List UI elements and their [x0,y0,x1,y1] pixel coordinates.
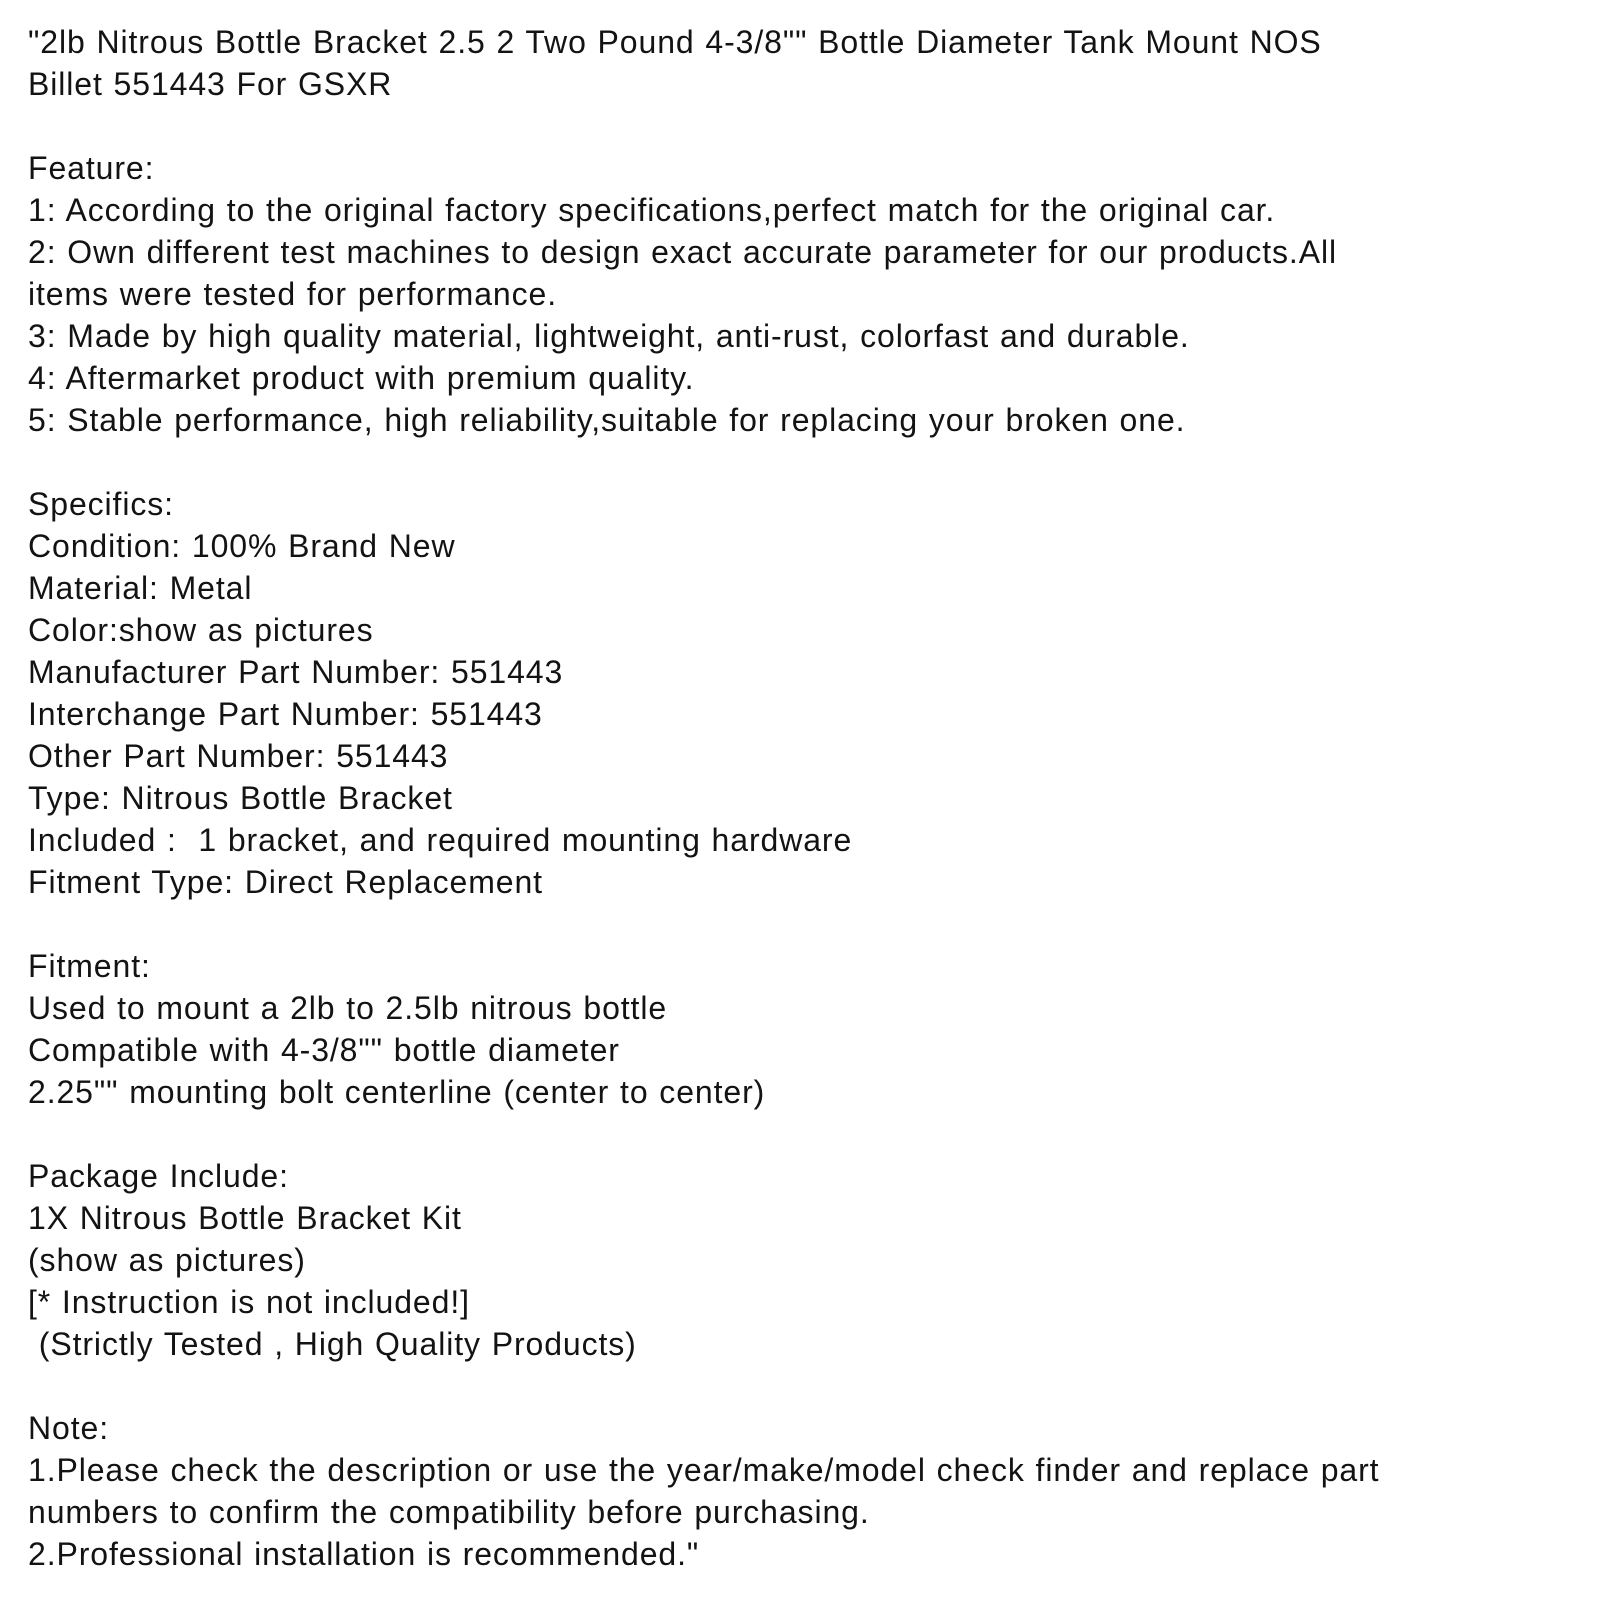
package-include-text-line: (Strictly Tested , High Quality Products) [28,1326,637,1362]
specifics-text-line: Included : 1 bracket, and required mounting hardware [28,822,853,858]
specifics-text-line: Specifics: [28,486,174,522]
note-text-line: numbers to confirm the compatibility before purchasing. [28,1494,870,1530]
feature-text-line: items were tested for performance. [28,276,558,312]
section-specifics [28,483,1570,903]
note-text-line: 2.Professional installation is recommended." [28,1536,700,1572]
specifics-text-line: Material: Metal [28,570,253,606]
specifics-text-line: Type: Nitrous Bottle Bracket [28,780,453,816]
package-include-text-line: Package Include: [28,1158,289,1194]
specifics-text-line: Interchange Part Number: 551443 [28,696,543,732]
specifics-text-line: Color:show as pictures [28,612,374,648]
specifics-text-line: Other Part Number: 551443 [28,738,449,774]
feature-text-line: 5: Stable performance, high reliability,suitable for replacing your broken one. [28,402,1186,438]
fitment-text-line: Compatible with 4-3/8"" bottle diameter [28,1032,620,1068]
section-feature [28,147,1570,441]
title-text-line: Billet 551443 For GSXR [28,66,393,102]
section-note [28,1407,1570,1575]
feature-text-line: 2: Own different test machines to design exact accurate parameter for our products.All [28,234,1337,270]
feature-text-line: 3: Made by high quality material, lightweight, anti-rust, colorfast and durable. [28,318,1190,354]
fitment-text-line: Fitment: [28,948,151,984]
specifics-text-line: Condition: 100% Brand New [28,528,456,564]
specifics-text-line: Fitment Type: Direct Replacement [28,864,543,900]
title-text-line: "2lb Nitrous Bottle Bracket 2.5 2 Two Pound 4-3/8"" Bottle Diameter Tank Mount NOS [28,24,1322,60]
feature-text-line: 1: According to the original factory specifications,perfect match for the original car. [28,192,1276,228]
note-text-line: Note: [28,1410,109,1446]
note-text-line: 1.Please check the description or use the year/make/model check finder and replace part [28,1452,1380,1488]
feature-text-line: 4: Aftermarket product with premium quality. [28,360,695,396]
section-fitment [28,945,1570,1113]
specifics-text-line: Manufacturer Part Number: 551443 [28,654,564,690]
package-include-text-line: (show as pictures) [28,1242,306,1278]
feature-text-line: Feature: [28,150,155,186]
fitment-text-line: Used to mount a 2lb to 2.5lb nitrous bottle [28,990,668,1026]
package-include-text-line: 1X Nitrous Bottle Bracket Kit [28,1200,462,1236]
section-package-include [28,1155,1570,1365]
fitment-text-line: 2.25"" mounting bolt centerline (center to center) [28,1074,766,1110]
package-include-text-line: [* Instruction is not included!] [28,1284,470,1320]
section-title [28,21,1570,105]
